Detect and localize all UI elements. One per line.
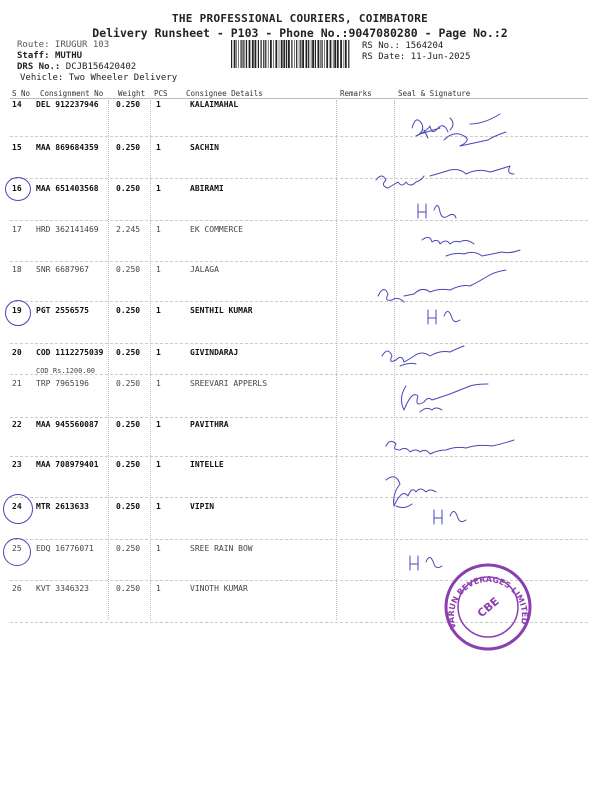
barcode-bar [345,40,347,68]
barcode-bar [279,40,280,68]
sno-circle-mark [5,177,31,201]
row-consignee: KALAIMAHAL [190,100,239,109]
table-row [0,502,600,514]
row-sno: 21 [12,379,22,388]
staff-line [17,51,82,62]
col-consignee: Consignee Details [186,89,263,98]
barcode-bar [337,40,339,68]
table-row [0,460,600,472]
barcode-bar [241,40,242,68]
row-consignment-no: HRD 362141469 [36,225,99,234]
col-seal-signature: Seal & Signature [398,89,471,98]
barcode-bar [286,40,287,68]
col-pcs: PCS [154,89,168,98]
row-sno: 14 [12,100,22,109]
row-consignment-no: PGT 2556575 [36,306,89,315]
drs-line [17,62,136,73]
barcode-bar [324,40,325,68]
row-sno: 25 [12,544,22,553]
column-divider [336,100,337,620]
row-consignee: JALAGA [190,265,219,274]
row-pcs: 1 [156,265,161,274]
barcode-bar [334,40,336,68]
barcode-bar [322,40,323,68]
barcode-bar [340,40,342,68]
row-separator [10,456,588,457]
row-pcs: 1 [156,584,161,593]
row-weight: 0.250 [116,348,141,357]
barcode-bar [300,40,301,68]
table-row [0,420,600,432]
row-weight: 2.245 [116,225,141,234]
barcode-bar [273,40,274,68]
row-consignee: SACHIN [190,143,219,152]
table-row [0,348,600,360]
staff-value: MUTHU [54,51,83,61]
table-row [0,265,600,277]
company-stamp [446,565,530,649]
barcode-bar [318,40,320,68]
row-pcs: 1 [156,100,161,109]
barcode-bar [258,40,259,68]
row-weight: 0.250 [116,502,141,511]
drs-value: DCJB156420402 [65,62,137,72]
column-divider [150,100,151,620]
barcode-bar [263,40,264,68]
barcode-bar [281,40,283,68]
barcode-bar [238,40,239,68]
sno-circle-mark [3,494,33,524]
barcode-bar [299,40,300,68]
row-sno: 16 [12,184,22,193]
row-sno: 20 [12,348,22,357]
barcode-bar [306,40,308,68]
row-sno: 18 [12,265,22,274]
row-pcs: 1 [156,502,161,511]
barcode-bar [294,40,295,68]
row-separator [10,136,588,137]
barcode-bar [252,40,254,68]
column-divider [394,100,395,620]
row-separator [10,178,588,179]
column-divider [108,100,109,620]
row-sno: 22 [12,420,22,429]
table-row [0,584,600,596]
row-consignee: VINOTH KUMAR [190,584,248,593]
col-sno: S No [12,89,31,98]
row-weight: 0.250 [116,420,141,429]
row-consignee: PAVITHRA [190,420,229,429]
row-weight: 0.250 [116,379,141,388]
table-row [0,225,600,237]
barcode-bar [291,40,292,68]
signature-scribble [418,204,456,218]
row-consignment-no: DEL 912237946 [36,100,99,109]
sno-circle-mark [3,538,31,566]
row-consignment-no: MAA 945560087 [36,420,99,429]
row-sno: 19 [12,306,22,315]
barcode-bar [348,40,349,68]
barcode-bar [265,40,266,68]
vehicle-label: Vehicle: Two Wheeler Delivery [20,73,178,83]
row-consignment-no: KVT 3346323 [36,584,89,593]
table-row [0,100,600,112]
barcode-bar [231,40,232,68]
barcode-bar [302,40,304,68]
row-consignee: SENTHIL KUMAR [190,306,253,315]
barcode-bar [333,40,334,68]
row-weight: 0.250 [116,544,141,553]
barcode-bar [344,40,345,68]
barcode-bar [246,40,247,68]
barcode-bar [268,40,269,68]
cod-note: COD Rs.1200.00 [36,367,96,375]
row-separator [10,343,588,344]
row-pcs: 1 [156,544,161,553]
col-remarks: Remarks [340,89,372,98]
row-pcs: 1 [156,420,161,429]
row-weight: 0.250 [116,184,141,193]
row-consignee: SREEVARI APPERLS [190,379,268,388]
row-consignment-no: TRP 7965196 [36,379,89,388]
row-pcs: 1 [156,460,161,469]
row-consignee: SREE RAIN BOW [190,544,253,553]
table-row [0,544,600,556]
row-consignee: ABIRAMI [190,184,224,193]
barcode-bar [283,40,285,68]
row-consignment-no: MAA 708979401 [36,460,99,469]
barcode-bar [308,40,309,68]
row-separator [10,497,588,498]
row-consignment-no: MAA 651403568 [36,184,99,193]
barcode-bar [275,40,277,68]
row-sno: 17 [12,225,22,234]
barcode-bar [234,40,236,68]
row-separator [10,301,588,302]
barcode-bar [320,40,321,68]
barcode-bar [296,40,297,68]
row-consignment-no: EDQ 16776071 [36,544,94,553]
drs-label: DRS No.: [17,62,61,72]
row-weight: 0.250 [116,584,141,593]
barcode-bar [315,40,316,68]
barcode-bar [330,40,332,68]
header-rule [10,98,588,99]
barcode-bar [249,40,251,68]
row-pcs: 1 [156,143,161,152]
row-pcs: 1 [156,306,161,315]
table-row [0,184,600,196]
row-consignee: INTELLE [190,460,224,469]
row-separator [10,539,588,540]
route-label: Route: IRUGUR 103 [17,40,110,50]
row-consignee: VIPIN [190,502,215,511]
row-weight: 0.250 [116,265,141,274]
signature-scribble [410,556,442,570]
row-sno: 15 [12,143,22,152]
barcode-image [230,40,352,68]
row-weight: 0.250 [116,460,141,469]
barcode-bar [243,40,244,68]
barcode-bar [326,40,328,68]
barcode-bar [311,40,312,68]
barcode-bar [255,40,257,68]
col-weight: Weight [118,89,146,98]
row-weight: 0.250 [116,306,141,315]
staff-label: Staff: [17,51,50,61]
rs-date: RS Date: 11-Jun-2025 [362,52,471,62]
table-row [0,143,600,155]
sno-circle-mark [5,300,31,326]
signature-scribble [424,114,500,138]
table-row [0,379,600,391]
row-consignee: GIVINDARAJ [190,348,239,357]
row-consignment-no: COD 1112275039 [36,348,104,357]
company-title: THE PROFESSIONAL COURIERS, COIMBATORE [171,12,429,25]
row-separator [10,374,588,375]
row-pcs: 1 [156,225,161,234]
barcode-bar [236,40,237,68]
runsheet-title: Delivery Runsheet - P103 - Phone No.:9047080280 - Page No.:2 [92,26,508,40]
row-separator [10,622,588,623]
rs-number: RS No.: 1564204 [362,41,444,51]
row-sno: 24 [12,502,22,511]
row-consignment-no: MTR 2613633 [36,502,89,511]
row-pcs: 1 [156,348,161,357]
row-weight: 0.250 [116,100,141,109]
table-row [0,306,600,318]
row-weight: 0.250 [116,143,141,152]
col-consignment: Consignment No [40,89,104,98]
row-separator [10,580,588,581]
row-separator [10,261,588,262]
row-sno: 23 [12,460,22,469]
row-pcs: 1 [156,184,161,193]
barcode-bar [270,40,272,68]
stamp-center-text: CBE [474,594,502,621]
row-consignment-no: MAA 869684359 [36,143,99,152]
row-pcs: 1 [156,379,161,388]
signature-scribble [386,440,514,454]
signature-scribble [422,237,520,256]
barcode-bar [288,40,290,68]
row-consignee: EK COMMERCE [190,225,243,234]
barcode-bar [312,40,314,68]
row-separator [10,417,588,418]
row-sno: 26 [12,584,22,593]
row-separator [10,220,588,221]
barcode-bar [261,40,262,68]
row-consignment-no: SNR 6687967 [36,265,89,274]
barcode-bar [245,40,246,68]
stamp-text: VARUN BEVERAGES LIMITED [446,574,530,631]
